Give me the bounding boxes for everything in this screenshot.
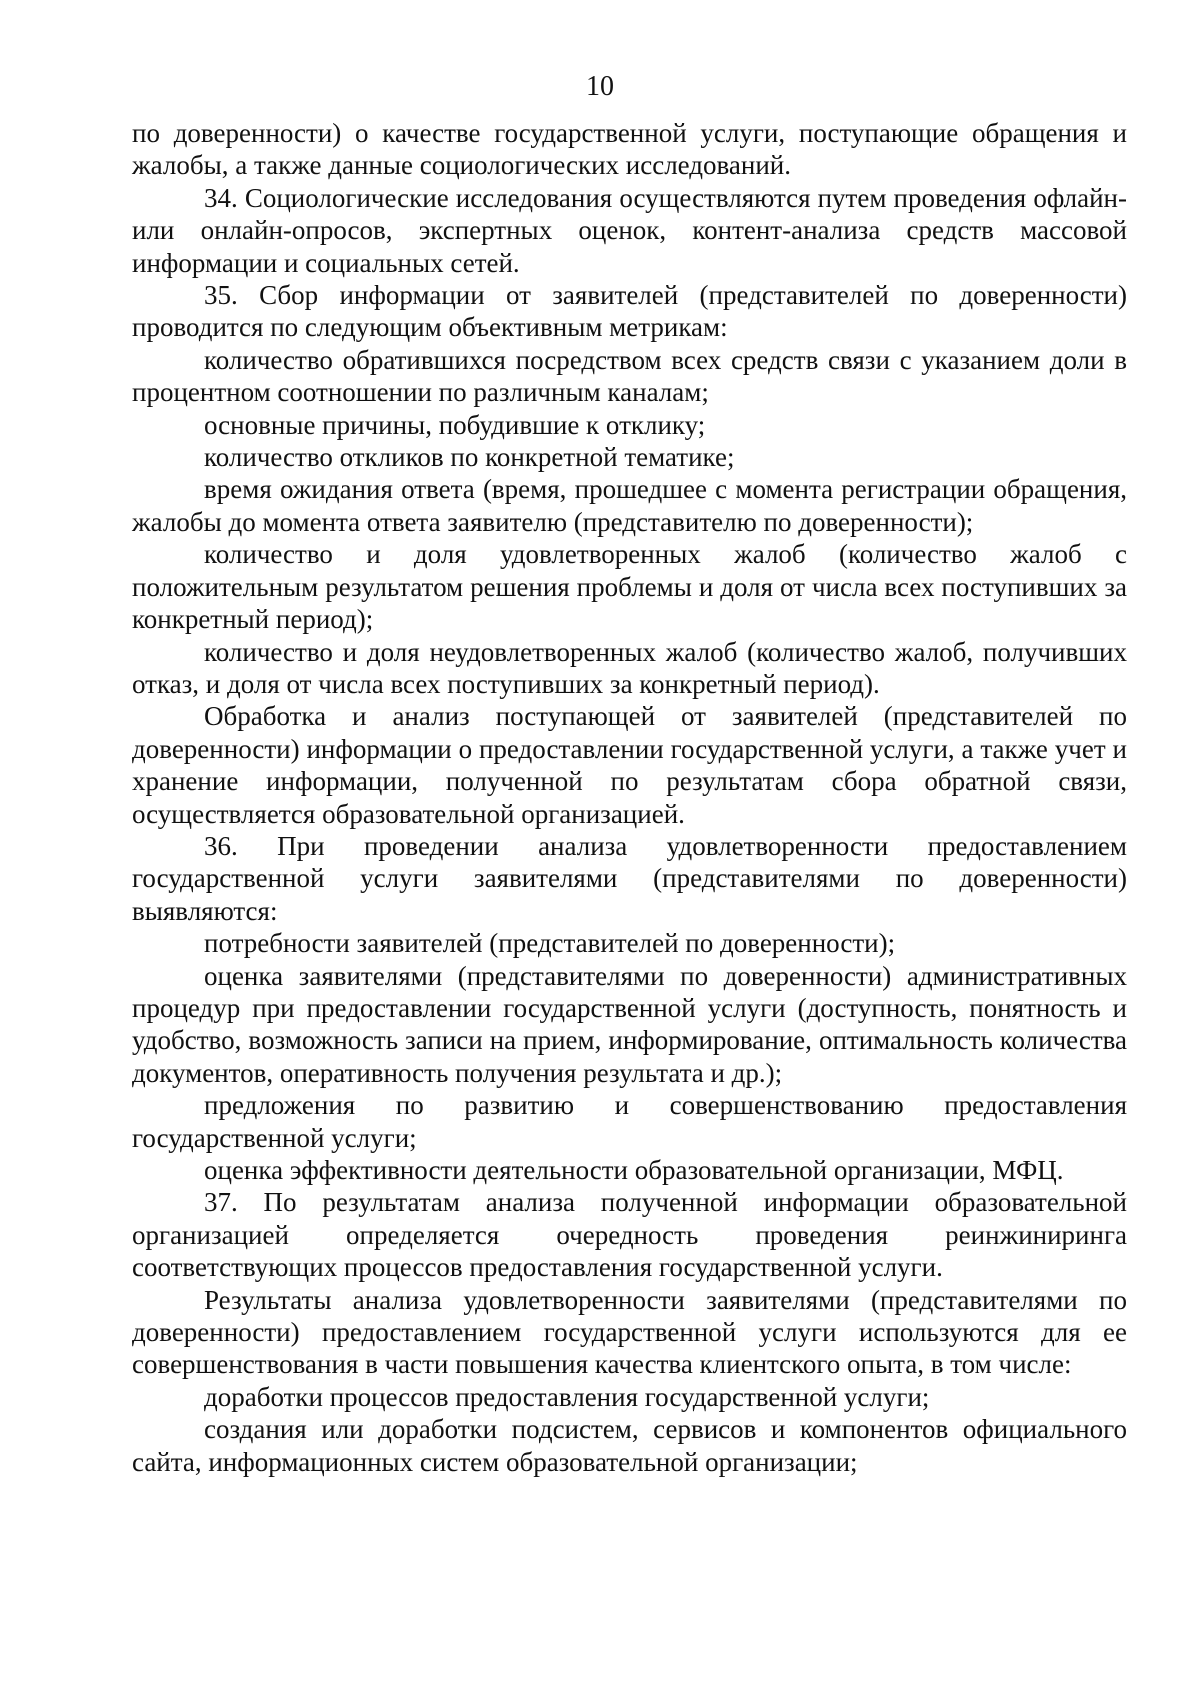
document-body [132, 117, 1127, 1478]
paragraph: 36. При проведении анализа удовлетворенности предоставлением государственной услуги заявителями (представителями по доверенности) выявляются: [132, 830, 1127, 926]
paragraph: 35. Сбор информации от заявителей (представителей по доверенности) проводится по следующим объективным метрикам: [132, 280, 1127, 343]
paragraph: 37. По результатам анализа полученной информации образовательной организацией определяется очередность проведения реинжиниринга соответствующих процессов предоставления государственной услуги. [132, 1187, 1127, 1283]
paragraph: Обработка и анализ поступающей от заявителей (представителей по доверенности) информации о предоставлении государственной услуги, а также учет и хранение информации, полученной по результатам сбора обратной связи, осуществляется образовательной организацией. [132, 701, 1127, 829]
paragraph: 34. Социологические исследования осуществляются путем проведения офлайн- или онлайн-опросов, экспертных оценок, контент-анализа средств массовой информации и социальных сетей. [132, 182, 1127, 278]
paragraph: по доверенности) о качестве государственной услуги, поступающие обращения и жалобы, а также данные социологических исследований. [132, 118, 1127, 181]
paragraph: доработки процессов предоставления государственной услуги; [204, 1381, 930, 1412]
paragraph: Результаты анализа удовлетворенности заявителями (представителями по доверенности) предоставлением государственной услуги используются для ее совершенствования в части повышения качества клиентского опыта, в том числе: [132, 1284, 1127, 1380]
page-number: 10 [586, 71, 614, 102]
paragraph: оценка заявителями (представителями по доверенности) административных процедур при предоставлении государственной услуги (доступность, понятность и удобство, возможность записи на прием, информирование, оптимальность количества документов, оперативность получения результата и др.); [132, 960, 1127, 1088]
paragraph: оценка эффективности деятельности образовательной организации, МФЦ. [204, 1155, 1064, 1185]
paragraph: предложения по развитию и совершенствованию предоставления государственной услуги; [132, 1090, 1127, 1153]
paragraph: время ожидания ответа (время, прошедшее с момента регистрации обращения, жалобы до момента ответа заявителю (представителю по доверенности); [132, 474, 1127, 537]
paragraph: количество откликов по конкретной тематике; [204, 442, 735, 473]
paragraph: основные причины, побудившие к отклику; [204, 409, 706, 440]
paragraph: количество и доля неудовлетворенных жалоб (количество жалоб, получивших отказ, и доля от числа всех поступивших за конкретный период). [132, 636, 1127, 699]
paragraph: количество обратившихся посредством всех средств связи с указанием доли в процентном соотношении по различным каналам; [132, 344, 1127, 408]
paragraph: создания или доработки подсистем, сервисов и компонентов официального сайта, информационных систем образовательной организации; [132, 1414, 1127, 1477]
paragraph: количество и доля удовлетворенных жалоб (количество жалоб с положительным результатом решения проблемы и доля от числа всех поступивших за конкретный период); [132, 539, 1127, 635]
paragraph: потребности заявителей (представителей по доверенности); [204, 928, 896, 959]
